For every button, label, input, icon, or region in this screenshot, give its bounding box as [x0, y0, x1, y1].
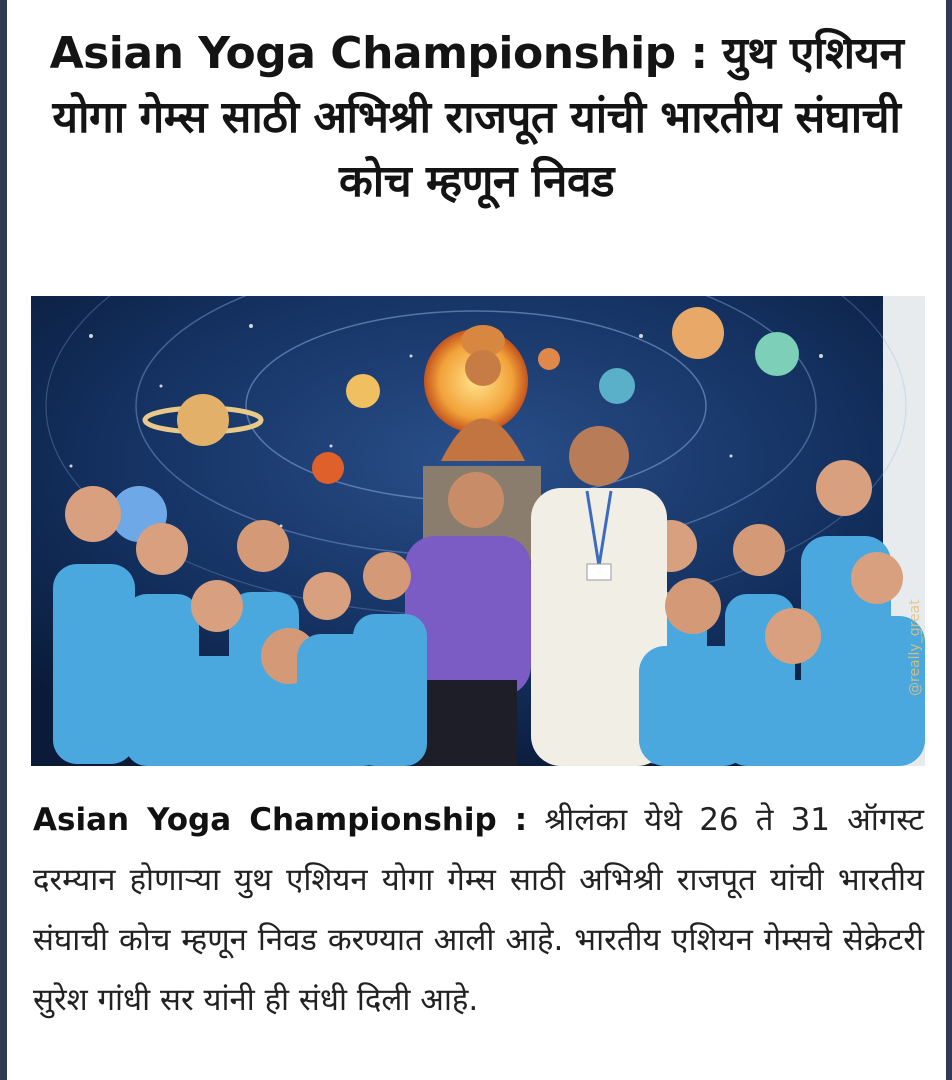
article [7, 0, 946, 1080]
frame-border-right [946, 0, 952, 1080]
lead-label: Asian Yoga Championship : [33, 802, 528, 838]
frame-border-left [0, 0, 7, 1080]
article-photo[interactable] [31, 296, 925, 766]
headline: Asian Yoga Championship : युथ एशियन योगा गेम्स साठी अभिश्री राजपूत यांची भारतीय संघाची कोच म्हणून निवड [49, 28, 904, 207]
article-body [33, 790, 924, 1030]
article-body-text: श्रीलंका येथे 26 ते 31 ऑगस्ट दरम्यान होणाऱ्या युथ एशियन योगा गेम्स साठी अभिश्री राजपूत यांची भारतीय संघाची कोच म्हणून निवड करण्यात आली आहे. भारतीय एशियन गेम्सचे सेक्रेटरी सुरेश गांधी सर यांनी ही संधी दिली आहे. [33, 802, 924, 1018]
photo-watermark: @really_great [907, 599, 923, 696]
photo-icon [31, 296, 925, 766]
